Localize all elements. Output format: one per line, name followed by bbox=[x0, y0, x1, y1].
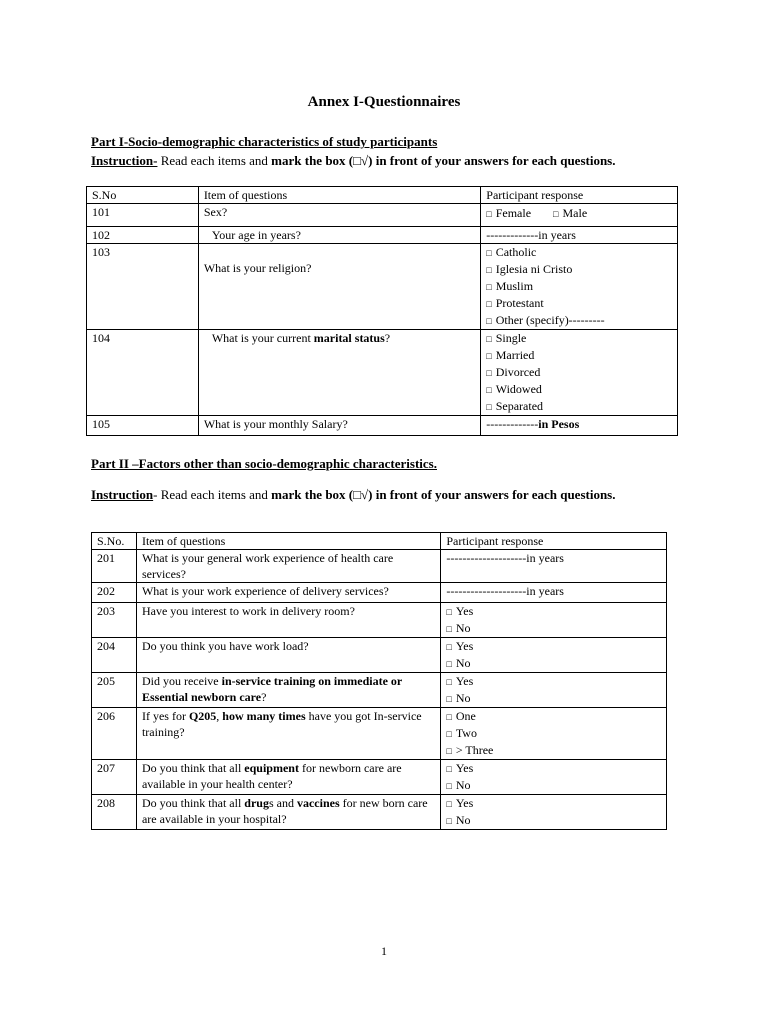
instruction-bold: mark the box (□√) in front of your answers for each questions. bbox=[271, 153, 616, 168]
table-row bbox=[92, 795, 667, 830]
option-item bbox=[486, 330, 672, 347]
header-sno: S.No bbox=[87, 187, 199, 204]
option-item bbox=[486, 295, 672, 312]
row-question bbox=[136, 673, 440, 708]
table-row bbox=[92, 673, 667, 708]
question-bold: drug bbox=[244, 796, 269, 810]
checkbox-icon[interactable]: □ bbox=[446, 764, 452, 774]
row-response bbox=[481, 204, 678, 227]
row-response bbox=[481, 416, 678, 436]
response-text: ------------- bbox=[486, 417, 539, 431]
option-item bbox=[446, 603, 661, 620]
question-text: for new born care are available in your hospital? bbox=[141, 796, 428, 826]
table-row bbox=[87, 227, 678, 244]
checkbox-icon[interactable]: □ bbox=[446, 816, 452, 826]
checkbox-icon[interactable]: □ bbox=[446, 642, 452, 652]
option-label: Female bbox=[495, 206, 532, 220]
checkbox-icon[interactable]: □ bbox=[486, 402, 492, 412]
option-item bbox=[446, 742, 661, 759]
checkbox-icon[interactable]: □ bbox=[486, 248, 492, 258]
table-header-row bbox=[92, 533, 667, 550]
option-label: Iglesia ni Cristo bbox=[495, 262, 573, 276]
row-response bbox=[441, 673, 667, 708]
row-no: 105 bbox=[87, 416, 199, 436]
row-no: 203 bbox=[92, 603, 137, 638]
row-no: 104 bbox=[87, 330, 199, 416]
checkbox-icon[interactable]: □ bbox=[446, 677, 452, 687]
row-response bbox=[481, 244, 678, 330]
question-bold: vaccines bbox=[296, 796, 340, 810]
option-item bbox=[486, 347, 672, 364]
option-label: Divorced bbox=[495, 365, 541, 379]
row-question bbox=[136, 760, 440, 795]
checkbox-icon[interactable]: □ bbox=[446, 659, 452, 669]
part2-heading: Part II –Factors other than socio-demographic characteristics. bbox=[91, 456, 437, 471]
row-no: 202 bbox=[92, 583, 137, 603]
row-response: -------------in years bbox=[481, 227, 678, 244]
option-label: Other (specify)--------- bbox=[495, 313, 605, 327]
instruction-text: Read each items and bbox=[157, 153, 272, 168]
checkbox-icon[interactable]: □ bbox=[446, 729, 452, 739]
option-label: No bbox=[455, 778, 471, 792]
checkbox-icon[interactable]: □ bbox=[446, 781, 452, 791]
part1-instruction bbox=[91, 152, 651, 169]
option-item bbox=[486, 312, 672, 329]
option-item bbox=[446, 690, 661, 707]
option-item bbox=[446, 708, 661, 725]
instruction-bold: mark the box (□√) in front of your answers for each questions. bbox=[271, 487, 616, 502]
option-label: No bbox=[455, 656, 471, 670]
row-no: 103 bbox=[87, 244, 199, 330]
option-item bbox=[486, 398, 672, 415]
header-item: Item of questions bbox=[136, 533, 440, 550]
row-question bbox=[136, 708, 440, 760]
option-item bbox=[446, 655, 661, 672]
option-label: Yes bbox=[455, 604, 474, 618]
option-item bbox=[446, 673, 661, 690]
table-row bbox=[92, 583, 667, 603]
row-question: Do you think you have work load? bbox=[136, 638, 440, 673]
option-label: Two bbox=[455, 726, 477, 740]
checkbox-icon[interactable]: □ bbox=[446, 624, 452, 634]
option-label: No bbox=[455, 813, 471, 827]
table-row bbox=[92, 638, 667, 673]
checkbox-icon[interactable]: □ bbox=[553, 209, 559, 219]
table-row bbox=[92, 550, 667, 583]
option-label: Yes bbox=[455, 639, 474, 653]
question-text: If yes for bbox=[141, 709, 189, 723]
question-bold: marital status bbox=[313, 331, 385, 345]
table-row bbox=[92, 760, 667, 795]
response-bold: in Pesos bbox=[538, 417, 580, 431]
page-number: 1 bbox=[381, 944, 387, 958]
row-response bbox=[441, 708, 667, 760]
question-text: for newborn care are available in your health center? bbox=[141, 761, 402, 791]
row-no: 206 bbox=[92, 708, 137, 760]
question-text: Do you think that all bbox=[141, 796, 245, 810]
checkbox-icon[interactable]: □ bbox=[486, 282, 492, 292]
table-row bbox=[87, 330, 678, 416]
row-no: 207 bbox=[92, 760, 137, 795]
option-label: Single bbox=[495, 331, 527, 345]
instruction-text: - Read each items and bbox=[153, 487, 272, 502]
header-response: Participant response bbox=[441, 533, 667, 550]
row-question: What is your work experience of delivery services? bbox=[136, 583, 440, 603]
checkbox-icon[interactable]: □ bbox=[486, 265, 492, 275]
option-item bbox=[446, 620, 661, 637]
option-item bbox=[486, 278, 672, 295]
option-label: One bbox=[455, 709, 476, 723]
document-title: Annex I-Questionnaires bbox=[307, 94, 461, 110]
option-label: Muslim bbox=[495, 279, 534, 293]
checkbox-icon[interactable]: □ bbox=[486, 334, 492, 344]
checkbox-icon[interactable]: □ bbox=[486, 316, 492, 326]
question-bold: how many times bbox=[222, 709, 306, 723]
option-item bbox=[446, 812, 661, 829]
table-row bbox=[87, 204, 678, 227]
checkbox-icon[interactable]: □ bbox=[486, 209, 492, 219]
option-label: Married bbox=[495, 348, 535, 362]
row-no: 208 bbox=[92, 795, 137, 830]
row-response bbox=[481, 330, 678, 416]
checkbox-icon[interactable]: □ bbox=[486, 351, 492, 361]
option-label: No bbox=[455, 691, 471, 705]
header-sno: S.No. bbox=[92, 533, 137, 550]
table-row bbox=[92, 708, 667, 760]
row-response: --------------------in years bbox=[441, 583, 667, 603]
instruction-label: Instruction bbox=[91, 487, 154, 502]
option-label: Yes bbox=[455, 796, 474, 810]
row-no: 102 bbox=[87, 227, 199, 244]
question-text: have you got In-service training? bbox=[141, 709, 422, 739]
row-no: 205 bbox=[92, 673, 137, 708]
checkbox-icon[interactable]: □ bbox=[486, 385, 492, 395]
row-response bbox=[441, 638, 667, 673]
option-item bbox=[446, 638, 661, 655]
instruction-label: Instruction- bbox=[91, 153, 158, 168]
row-response bbox=[441, 760, 667, 795]
header-response: Participant response bbox=[481, 187, 678, 204]
row-response bbox=[441, 603, 667, 638]
question-text: ? bbox=[384, 331, 391, 345]
question-text: Did you receive bbox=[141, 674, 222, 688]
table-row bbox=[87, 416, 678, 436]
option-label: Widowed bbox=[495, 382, 542, 396]
question-text: , bbox=[216, 709, 223, 723]
row-no: 101 bbox=[87, 204, 199, 227]
table-header-row bbox=[87, 187, 678, 204]
row-question: What is your monthly Salary? bbox=[198, 416, 480, 436]
question-text: What is your current bbox=[211, 331, 314, 345]
row-question: What is your general work experience of health care services? bbox=[136, 550, 440, 583]
header-item: Item of questions bbox=[198, 187, 480, 204]
option-label: No bbox=[455, 621, 471, 635]
checkbox-icon[interactable]: □ bbox=[446, 694, 452, 704]
row-response: --------------------in years bbox=[441, 550, 667, 583]
option-item bbox=[446, 777, 661, 794]
option-item bbox=[486, 244, 672, 261]
checkbox-icon[interactable]: □ bbox=[446, 746, 452, 756]
part1-heading: Part I-Socio-demographic characteristics of study participants bbox=[91, 134, 438, 149]
question-text: Do you think that all bbox=[141, 761, 245, 775]
option-label: Yes bbox=[455, 761, 474, 775]
option-label: Yes bbox=[455, 674, 474, 688]
option-label: Separated bbox=[495, 399, 544, 413]
option-item bbox=[446, 760, 661, 777]
row-question bbox=[136, 795, 440, 830]
checkbox-icon[interactable]: □ bbox=[446, 712, 452, 722]
part2-table bbox=[91, 532, 667, 830]
option-item bbox=[486, 364, 672, 381]
option-label: Male bbox=[562, 206, 588, 220]
question-bold: in-service training on immediate or Essential newborn care bbox=[141, 674, 403, 704]
option-label: > Three bbox=[455, 743, 494, 757]
question-text: s and bbox=[268, 796, 297, 810]
checkbox-icon[interactable]: □ bbox=[446, 799, 452, 809]
row-no: 204 bbox=[92, 638, 137, 673]
checkbox-icon[interactable]: □ bbox=[486, 368, 492, 378]
question-bold: equipment bbox=[244, 761, 299, 775]
row-question: Have you interest to work in delivery room? bbox=[136, 603, 440, 638]
table-row bbox=[87, 244, 678, 330]
row-response bbox=[441, 795, 667, 830]
question-bold: Q205 bbox=[188, 709, 217, 723]
option-label: Protestant bbox=[495, 296, 544, 310]
question-text: ? bbox=[261, 690, 267, 704]
part1-table bbox=[86, 186, 678, 436]
option-item bbox=[486, 261, 672, 278]
row-question: What is your religion? bbox=[198, 244, 480, 330]
table-row bbox=[92, 603, 667, 638]
part2-instruction bbox=[91, 486, 651, 503]
row-question: Sex? bbox=[198, 204, 480, 227]
option-label: Catholic bbox=[495, 245, 537, 259]
option-item bbox=[486, 381, 672, 398]
row-question: Your age in years? bbox=[198, 227, 480, 244]
checkbox-icon[interactable]: □ bbox=[486, 299, 492, 309]
row-question bbox=[198, 330, 480, 416]
row-no: 201 bbox=[92, 550, 137, 583]
checkbox-icon[interactable]: □ bbox=[446, 607, 452, 617]
option-item bbox=[446, 795, 661, 812]
option-item bbox=[446, 725, 661, 742]
